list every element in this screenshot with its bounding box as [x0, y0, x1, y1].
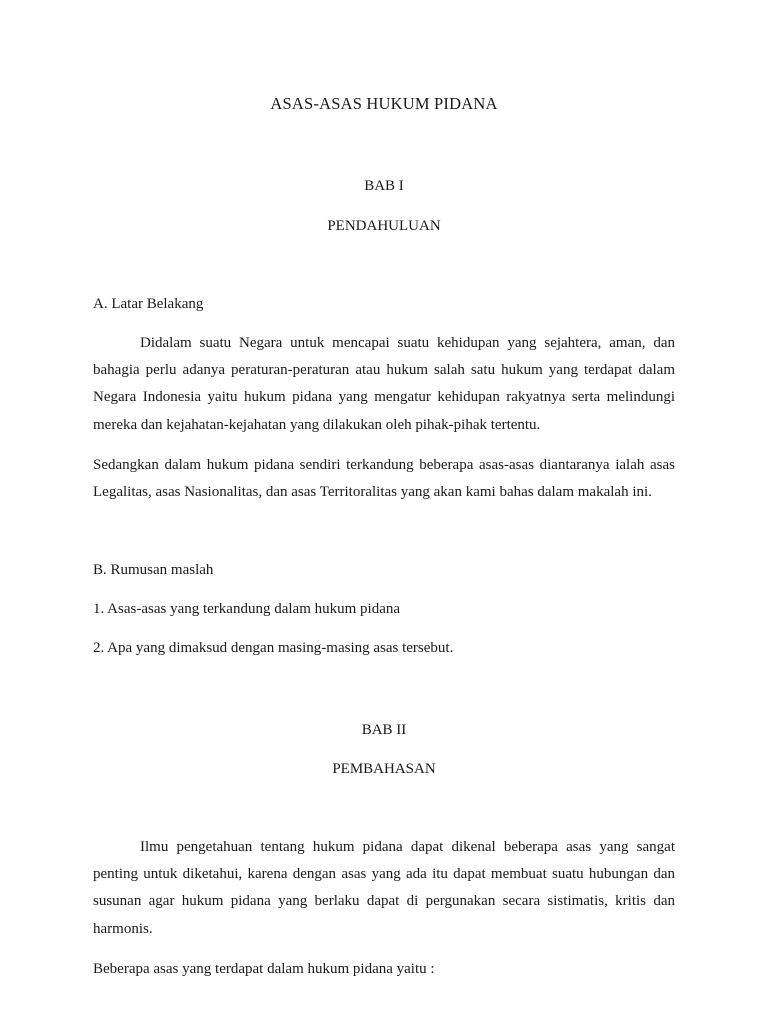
paragraph-line: Ilmu pengetahuan tentang hukum pidana dapat dikenal beberapa asas yang sangat [140, 839, 675, 855]
list-item: 1. Asas-asas yang terkandung dalam hukum pidana [93, 601, 401, 617]
chapter-2-number: BAB II [361, 722, 407, 738]
paragraph-line: mereka dan kejahatan-kejahatan yang dilakukan oleh pihak-pihak tertentu. [93, 416, 541, 433]
document-title: ASAS-ASAS HUKUM PIDANA [270, 94, 498, 113]
paragraph-line: penting untuk diketahui, karena dengan asas yang ada itu dapat membuat suatu hubungan dan [93, 866, 675, 883]
paragraph-line: susunan agar hukum pidana yang berlaku dapat di pergunakan secara sistimatis, kritis dan [93, 893, 675, 910]
list-item: 2. Apa yang dimaksud dengan masing-masing asas tersebut. [93, 640, 454, 656]
chapter-2-heading: PEMBAHASAN [332, 761, 436, 777]
chapter-2-paragraph-2: Beberapa asas yang terdapat dalam hukum pidana yaitu : [93, 961, 435, 977]
section-a-paragraph-1 [93, 333, 675, 442]
section-a-heading: A. Latar Belakang [93, 296, 204, 312]
paragraph-line: bahagia perlu adanya peraturan-peraturan atau hukum salah satu hukum yang terdapat dalam [93, 362, 675, 379]
paragraph-line: Legalitas, asas Nasionalitas, dan asas Territoralitas yang akan kami bahas dalam makalah ini. [93, 484, 652, 501]
paragraph-line: harmonis. [93, 920, 153, 937]
paragraph-line: Didalam suatu Negara untuk mencapai suatu kehidupan yang sejahtera, aman, dan [140, 335, 675, 351]
section-a-paragraph-2 [93, 455, 675, 509]
chapter-2-paragraph-1 [93, 837, 675, 946]
paragraph-line: Sedangkan dalam hukum pidana sendiri terkandung beberapa asas-asas diantaranya ialah asas [93, 457, 675, 473]
paragraph-line: Negara Indonesia yaitu hukum pidana yang mengatur kehidupan rakyatnya serta melindungi [93, 389, 675, 406]
chapter-1-number: BAB I [364, 178, 404, 194]
section-b-heading: B. Rumusan maslah [93, 562, 214, 578]
chapter-1-heading: PENDAHULUAN [327, 218, 441, 234]
